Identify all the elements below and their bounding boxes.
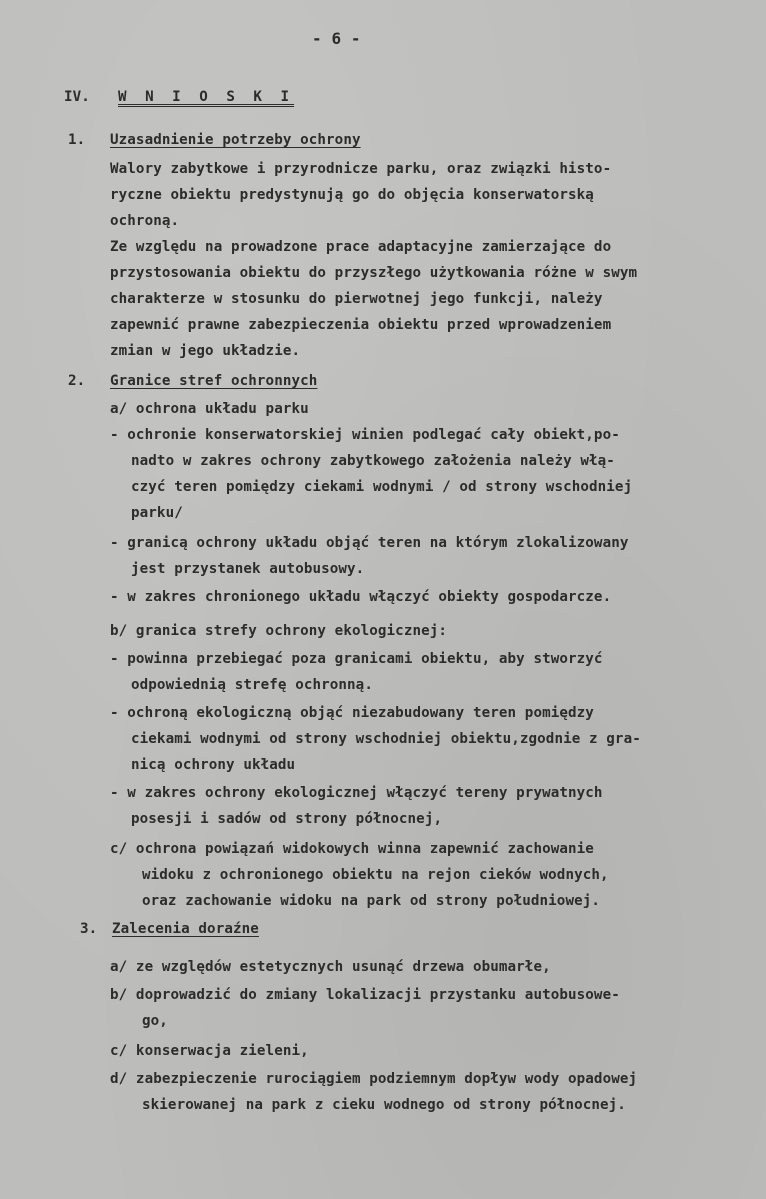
- item-2-line-2: - ochronie konserwatorskiej winien podlegać cały obiekt,po-: [110, 427, 620, 443]
- item-3-heading: Zalecenia doraźne: [112, 921, 259, 937]
- item-3-line-6: skierowanej na park z cieku wodnego od strony północnej.: [142, 1097, 626, 1113]
- item-2-line-4: czyć teren pomiędzy ciekami wodnymi / od strony wschodniej: [131, 479, 633, 495]
- item-2-line-5: parku/: [131, 505, 183, 521]
- item-2-line-18: widoku z ochronionego obiektu na rejon cieków wodnych,: [142, 867, 609, 883]
- item-1-line-4: Ze względu na prowadzone prace adaptacyjne zamierzające do: [110, 239, 612, 255]
- item-1-line-6: charakterze w stosunku do pierwotnej jego funkcji, należy: [110, 291, 603, 307]
- item-1-line-8: zmian w jego układzie.: [110, 343, 301, 359]
- section-title: W N I O S K I: [118, 89, 295, 105]
- item-2-line-17: c/ ochrona powiązań widokowych winna zapewnić zachowanie: [110, 841, 594, 857]
- item-2-line-15: - w zakres ochrony ekologicznej włączyć tereny prywatnych: [110, 785, 603, 801]
- item-1-line-7: zapewnić prawne zabezpieczenia obiektu przed wprowadzeniem: [110, 317, 612, 333]
- item-2-line-19: oraz zachowanie widoku na park od strony południowej.: [142, 893, 601, 909]
- item-3-line-1: a/ ze względów estetycznych usunąć drzewa obumarłe,: [110, 959, 551, 975]
- item-3-line-3: go,: [142, 1013, 168, 1029]
- item-2-line-8: - w zakres chronionego układu włączyć obiekty gospodarcze.: [110, 589, 612, 605]
- item-2-line-16: posesji i sadów od strony północnej,: [131, 811, 443, 827]
- item-2-line-9: b/ granica strefy ochrony ekologicznej:: [110, 623, 448, 639]
- item-2-line-10: - powinna przebiegać poza granicami obiektu, aby stworzyć: [110, 651, 603, 667]
- item-2-line-7: jest przystanek autobusowy.: [131, 561, 365, 577]
- item-2-line-14: nicą ochrony układu: [131, 757, 296, 773]
- item-3-line-5: d/ zabezpieczenie rurociągiem podziemnym dopływ wody opadowej: [110, 1071, 638, 1087]
- item-2-line-13: ciekami wodnymi od strony wschodniej obiektu,zgodnie z gra-: [131, 731, 641, 747]
- section-number: IV.: [64, 89, 90, 105]
- item-1-line-5: przystosowania obiektu do przyszłego użytkowania różne w swym: [110, 265, 638, 281]
- item-1-line-1: Walory zabytkowe i przyrodnicze parku, oraz związki histo-: [110, 161, 612, 177]
- item-1-line-2: ryczne obiektu predystynują go do objęcia konserwatorską: [110, 187, 594, 203]
- item-2-line-3: nadto w zakres ochrony zabytkowego założenia należy włą-: [131, 453, 615, 469]
- item-3-line-4: c/ konserwacja zieleni,: [110, 1043, 309, 1059]
- item-1-number: 1.: [68, 132, 86, 148]
- item-3-line-2: b/ doprowadzić do zmiany lokalizacji przystanku autobusowe-: [110, 987, 620, 1003]
- item-3-number: 3.: [80, 921, 98, 937]
- item-1-line-3: ochroną.: [110, 213, 180, 229]
- item-2-line-12: - ochroną ekologiczną objąć niezabudowany teren pomiędzy: [110, 705, 594, 721]
- page-number: - 6 -: [312, 29, 361, 48]
- item-2-heading: Granice stref ochronnych: [110, 373, 318, 389]
- item-2-line-11: odpowiednią strefę ochronną.: [131, 677, 373, 693]
- item-2-line-1: a/ ochrona układu parku: [110, 401, 309, 417]
- item-2-line-6: - granicą ochrony układu objąć teren na którym zlokalizowany: [110, 535, 629, 551]
- item-1-heading: Uzasadnienie potrzeby ochrony: [110, 132, 361, 148]
- item-2-number: 2.: [68, 373, 86, 389]
